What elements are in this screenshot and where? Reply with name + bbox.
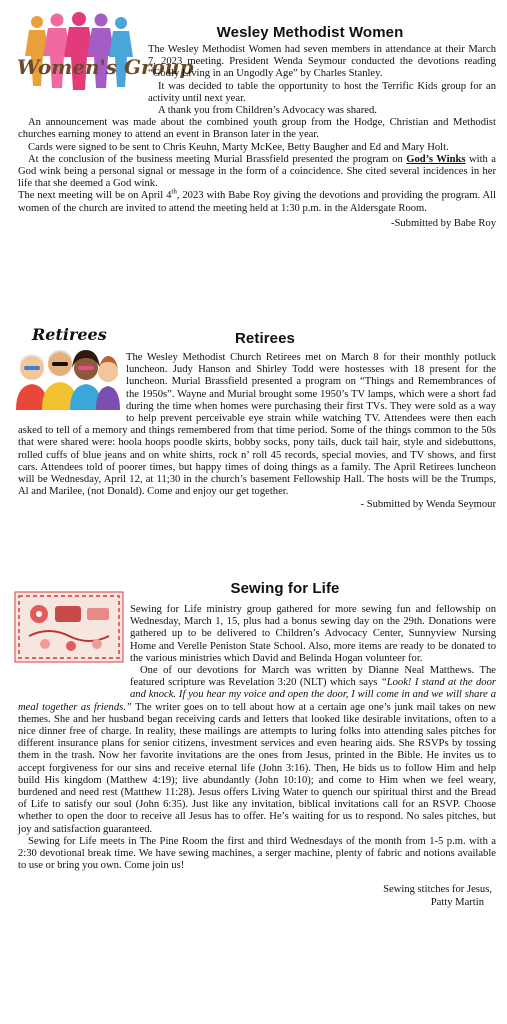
retirees-signature: - Submitted by Wenda Seymour [360, 499, 496, 511]
retirees-logo-text: Retirees [32, 325, 107, 344]
sewing-p2: Sewing for Life meets in The Pine Room the first and third Wednesdays of the month from 1-5 p.m. with a 2:30 devotional break time. We have sewing machines, a serger machine, plenty of fabric and notions available to use or bring you own. Come join us! [18, 835, 496, 872]
women-p4: Cards were signed to be sent to Chris Keuhn, Marty McKee, Betty Baugher and Ed and Mary Holt. [28, 141, 449, 153]
women-p6: The next meeting will be on April 4th, 2023 with Babe Roy giving the devotions and providing the program. All women of the church are invited to attend the meeting held at 1:30 p.m. in the Aldersgate Room. [18, 187, 496, 214]
retirees-text: The Wesley Methodist Church Retirees met on March 8 for their monthly potluck luncheon. Judy Hanson and Shirley Todd were hostesses with 18 present for the luncheon. Murial Brassfield presented a program on “Things and Remembrances of the 1950s”. Wayne and Murial brought some 1950’s TV lamps, which were a short fad during the time when homes were purchasing their first TVs. They were sold as a way to help prevent perceivable eye strain while watching TV. Attendees were then each asked to tell of a memory and things remembered from that time period. Some of the things common to the 50s that were shared were: hoola hoops poodle skirts, bobby socks, pony tails, duck tail hair, style and sidebuttons, rolled cuffs of blue jeans and on white shirts, rock n’ roll 45 records, special movies, and TV shows, and first cars. Attendees told of poorer times, but happy times of doing things as a family. The April Retirees luncheon will be Wednesday, April 12, at 11;30 in the church’s basement Fellowship Hall. The hosts will be the Trumps, Al and Marilee, (not Donald). Come and enjoy our get together. [18, 352, 496, 498]
sewing-title: Sewing for Life [230, 580, 340, 597]
retirees-section [0, 322, 507, 572]
retirees-body [18, 352, 496, 512]
women-title: Wesley Methodist Women [216, 24, 404, 41]
women-body [18, 44, 496, 230]
sewing-signature-2: Patty Martin [430, 896, 484, 908]
sewing-section [0, 578, 507, 1024]
sewing-body [18, 604, 496, 909]
sewing-intro: Sewing for Life ministry group gathered for more sewing fun and fellowship on Wednesday, March 1, 15, plus had a bonus sewing day on the 29th. Donations were gathered up to be delivered to Children’s Advocacy Center, Sunnyview Nursing Home and Verelle Peniston State School. Also, more items are ready to be donated to the various ministries which David and Belinda Hogan volunteer for. [130, 604, 496, 664]
sewing-signature-1: Sewing stitches for Jesus, [383, 884, 492, 896]
revelation-quote: “Look! I stand at the door and knock. If you hear my voice and open the door, I will come in and we will share a meal together as friends.” [18, 677, 497, 713]
gods-winks: God’s Winks [406, 153, 466, 165]
women-p1: It was decided to table the opportunity to host the Terrific Kids group for an activity until next year. [148, 80, 496, 104]
logo-text: Women's Group [17, 55, 194, 79]
women-p5: At the conclusion of the business meeting Murial Brassfield presented the program on God’s Winks with a God wink being a personal signal or message in the form of a coincidence. She cited several incidences in her life that she deemed a God wink. [18, 153, 496, 190]
women-p3: An announcement was made about the combined youth group from the Hodge, Christian and Methodist churches earning money to attend an event in Branson later in the year. [18, 117, 496, 141]
women-p2: A thank you from Children’s Advocacy was shared. [158, 105, 377, 117]
women-intro: The Wesley Methodist Women had seven members in attendance at their March 7, 2023 meeting. President Wenda Seymour conducted the devotions reading “Godly Living in an Ungodly Age” by Charles Stanley. [148, 44, 496, 80]
women-section [0, 8, 507, 324]
women-signature: -Submitted by Babe Roy [390, 217, 496, 229]
sewing-p1: One of our devotions for March was written by Dianne Neal Matthews. The featured scripture was Revelation 3:20 (NLT) which says “Look! I stand at the door and knock. If you hear my voice and open the door, I will come in and we will share a meal together as friends.” The writer goes on to tell about how at a certain age one’s junk mail takes on new themes. She and her husband began receiving cards and letters that looked like desirable invitations, often to a nice dinner free of charge. In reality, these mailings are attempts to luring folks into attending sales pitches for different insurance plans for senior citizens, investment services and even hearing aids. She RSVPs by tossing them in the trash. Now her favorite invitations are the ones from Jesus, printed in the Bible. He invites us to accept forgiveness for our sins and receive eternal life (John 3:16). Then, He bids us to follow Him and help build His kingdom (Matthew 4:19); live abundantly (John 10:10); and come to Him when we feel weary, burdened and need rest (Matthew 11:28). Jesus offers Living Water to quench our spiritual thirst and the Bread of Life to satisfy our soul (John 6:35). Just like any invitation, biblical invitations call for an RSVP. Choose whether to open the door to receive all Jesus has to offer. He’s waiting for us to respond. No sales pitches, but joy and satisfaction guaranteed. [18, 665, 497, 835]
retirees-title: Retirees [234, 330, 295, 347]
